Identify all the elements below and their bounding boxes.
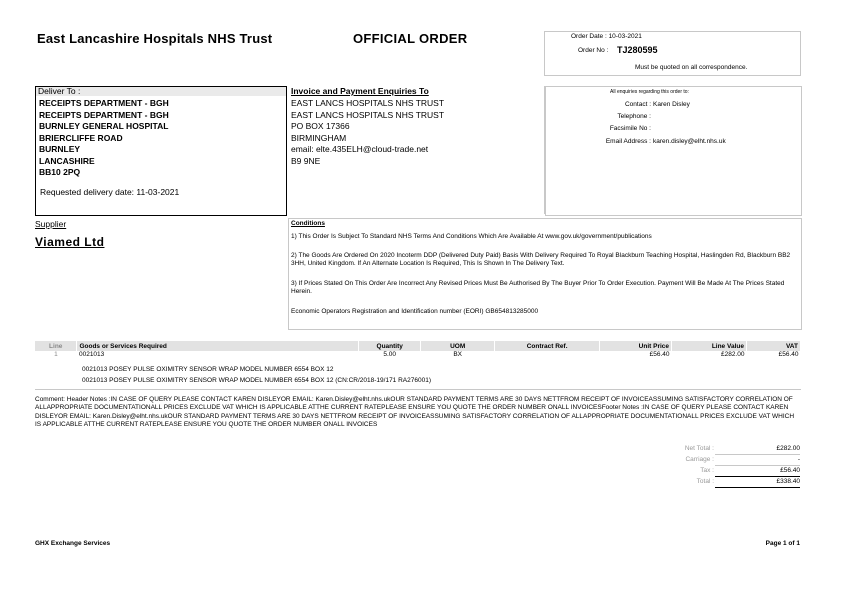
order-number: TJ280595 [617, 45, 658, 55]
telephone-row [546, 113, 801, 122]
col-contract-ref: Contract Ref. [495, 341, 600, 351]
telephone-label: Telephone : [617, 113, 651, 120]
facsimile-label: Facsimile No : [609, 125, 651, 132]
deliver-to-label: Deliver To : [36, 87, 286, 96]
total-value: £338.40 [776, 478, 800, 485]
invoice-label: Invoice and Payment Enquiries To [291, 86, 429, 96]
email-value[interactable]: karen.disley@elht.nhs.uk [653, 138, 726, 145]
deliver-line: LANCASHIRE [39, 155, 95, 166]
col-goods: Goods or Services Required [77, 341, 359, 351]
supplier-label: Supplier [35, 219, 67, 229]
col-unit-price: Unit Price [600, 341, 672, 351]
invoice-line: EAST LANCS HOSPITALS NHS TRUST [291, 109, 445, 120]
carriage-value: - [797, 456, 800, 463]
total-label: Total : [696, 478, 714, 485]
net-total-label: Net Total : [684, 445, 714, 452]
order-info-box [544, 31, 801, 76]
item-code: 0021013 [78, 351, 105, 358]
condition-paragraph: 3) If Prices Stated On This Order Are Incorrect Any Revised Prices Must Be Authorised By The Buyer Prior To Order Execution. Payment Will Be Made At The Prices Stated Herein. [291, 280, 785, 295]
invoice-line: BIRMINGHAM [291, 132, 347, 143]
invoice-email[interactable]: email: elte.435ELH@cloud-trade.net [291, 144, 429, 154]
item-description-detail: 0021013 POSEY PULSE OXIMITRY SENSOR WRAP MODEL NUMBER 6554 BOX 12 (CN:CR/2018-19/171 RA276001) [82, 377, 431, 384]
deliver-line: BURNLEY [39, 144, 81, 154]
item-quantity: 5.00 [383, 351, 397, 358]
item-description: 0021013 POSEY PULSE OXIMITRY SENSOR WRAP MODEL NUMBER 6554 BOX 12 [82, 366, 334, 373]
tax-label: Tax : [700, 467, 714, 474]
deliver-address [39, 98, 169, 179]
contact-value: Karen Disley [653, 101, 690, 108]
supplier-name: Viamed Ltd [35, 235, 105, 249]
order-number-label: Order No : [578, 47, 609, 54]
item-uom: BX [453, 351, 462, 358]
item-contract-ref [495, 351, 600, 360]
deliver-line: RECEIPTS DEPARTMENT - BGH [39, 109, 169, 120]
conditions-label: Conditions [291, 220, 325, 227]
item-line-value: £282.00 [720, 351, 745, 358]
deliver-line: BURNLEY GENERAL HOSPITAL [39, 121, 169, 131]
item-unit-price: £56.40 [649, 351, 670, 358]
table-row [35, 351, 801, 360]
divider [715, 487, 800, 488]
divider [715, 476, 800, 477]
contact-label: Contact : [624, 101, 651, 108]
col-line-value: Line Value [672, 341, 747, 351]
deliver-to-box [35, 86, 287, 216]
requested-delivery-date: Requested delivery date: 11-03-2021 [40, 187, 180, 197]
deliver-line: BRIERCLIFFE ROAD [39, 132, 123, 143]
invoice-line: PO BOX 17366 [291, 121, 350, 131]
invoice-line: EAST LANCS HOSPITALS NHS TRUST [291, 98, 445, 108]
document-title: OFFICIAL ORDER [353, 31, 468, 46]
order-date: Order Date : 10-03-2021 [571, 33, 642, 40]
order-comment: Comment: Header Notes :IN CASE OF QUERY PLEASE CONTACT KAREN DISLEYOR EMAIL: Karen.Disley@elht.nhs.ukOUR STANDARD PAYMENT TERMS ARE 30 DAYS NETTFROM RECEIPT OF INVOICEASSUMING SATISFACTORY CORRELATION OF ALLAPPROPRIATE DOCUMENTATIONALL PRICES EXCLUDE VAT WHICH IS APPLICABLE ATTHE CURRENT RATEPLEASE ENSURE YOU QUOTE THE ORDER NUMBER ONALL INVOICESFooter Notes :IN CASE OF QUERY PLEASE CONTACT KAREN DISLEYOR EMAIL: Karen.Disley@elht.nhs.ukOUR STANDARD PAYMENT TERMS ARE 30 DAYS NETTFROM RECEIPT OF INVOICEASSUMING SATISFACTORY CORRELATION OF ALLAPPROPRIATE DOCUMENTATIONALL PRICES EXCLUDE VAT WHICH IS APPLICABLE ATTHE CURRENT RATEPLEASE ENSURE YOU QUOTE THE ORDER NUMBER ONALL INVOICES [35, 396, 795, 429]
footer-provider: GHX Exchange Services [35, 540, 111, 547]
conditions-box [288, 218, 802, 330]
col-quantity: Quantity [359, 341, 421, 351]
invoice-address [291, 98, 444, 167]
divider [715, 465, 800, 466]
email-label: Email Address : [605, 138, 651, 145]
condition-paragraph: 1) This Order Is Subject To Standard NHS Terms And Conditions Which Are Available At www.gov.uk/government/publications [291, 233, 652, 240]
page-number: Page 1 of 1 [765, 540, 800, 547]
condition-paragraph: 2) The Goods Are Ordered On 2020 Incoterm DDP (Delivered Duty Paid) Basis With Delivery Required To Royal Blackburn Teaching Hospital, Haslingden Rd, Blackburn BB2 3HH, United Kingdom. If An Alternate Location Is Required, This Is Shown In The Delivery Text. [291, 252, 791, 267]
line-number: 1 [54, 351, 58, 358]
contact-box [545, 86, 802, 216]
col-uom: UOM [421, 341, 495, 351]
order-lines-table [35, 341, 801, 360]
contact-heading: All enquiries regarding this order to: [610, 89, 689, 95]
invoice-enquiries-box [288, 86, 545, 214]
deliver-line: BB10 2PQ [39, 167, 81, 177]
contact-row [546, 101, 801, 110]
organisation-name: East Lancashire Hospitals NHS Trust [37, 31, 273, 46]
divider [715, 454, 800, 455]
table-header-row [35, 341, 801, 351]
col-line: Line [35, 341, 77, 351]
eori-number: Economic Operators Registration and Identification number (EORI) GB654813285000 [291, 308, 539, 315]
item-vat: £56.40 [778, 351, 799, 358]
net-total-value: £282.00 [776, 445, 800, 452]
carriage-label: Carriage : [685, 456, 714, 463]
email-row [546, 138, 801, 147]
facsimile-row [546, 125, 801, 134]
deliver-line: RECEIPTS DEPARTMENT - BGH [39, 98, 169, 108]
tax-value: £56.40 [780, 467, 800, 474]
col-vat: VAT [746, 341, 800, 351]
quote-note: Must be quoted on all correspondence. [635, 64, 748, 71]
invoice-line: B9 9NE [291, 155, 321, 166]
divider [35, 389, 801, 390]
